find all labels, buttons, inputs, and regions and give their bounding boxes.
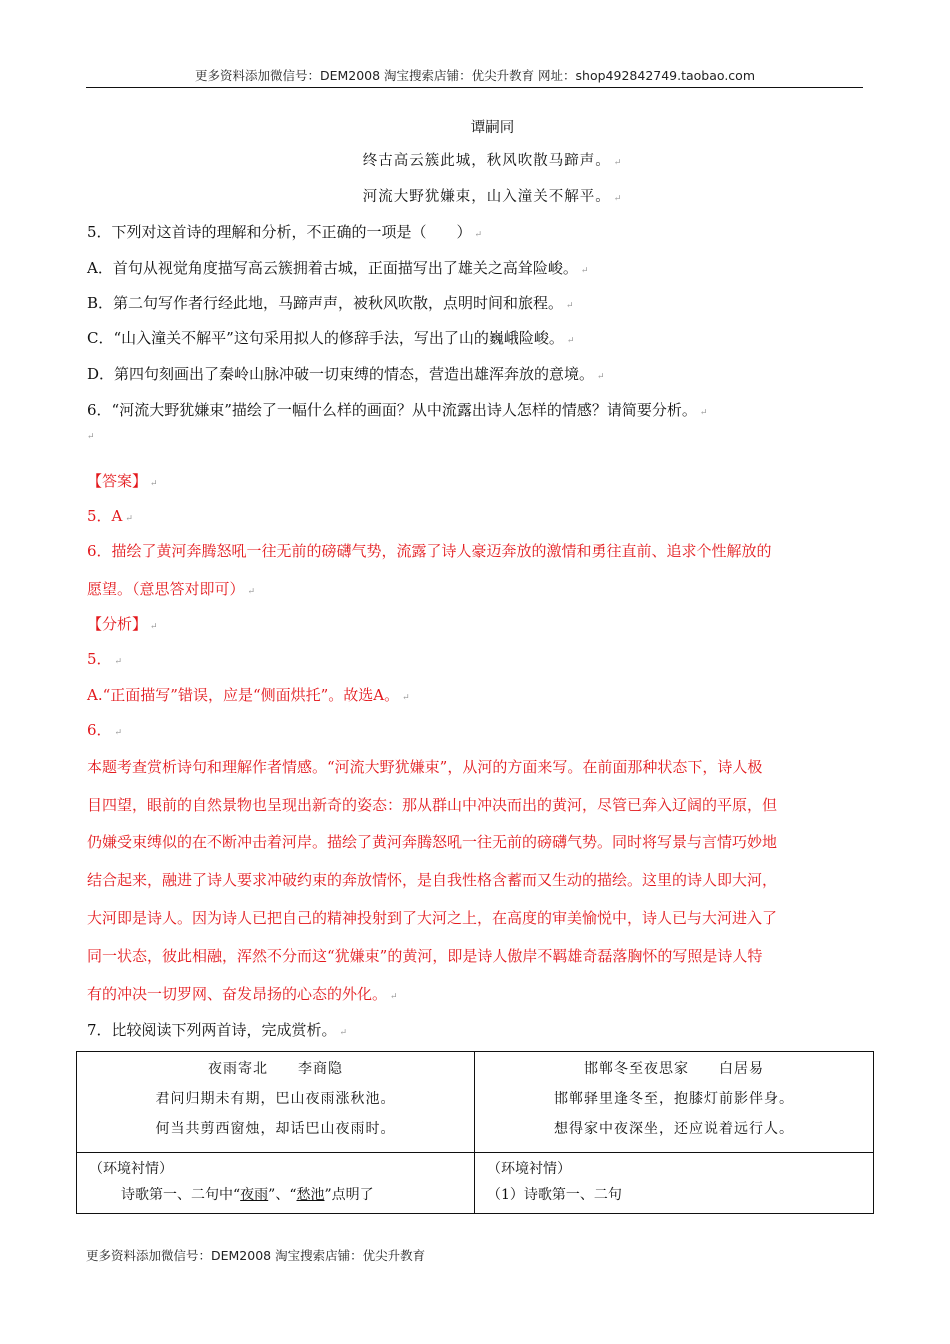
analysis-6-line: 有的冲决一切罗网、奋发昂扬的心态的外化。 ↵: [87, 985, 398, 1003]
option-a: A．首句从视觉角度描写高云簇拥着古城，正面描写出了雄关之高耸险峻。 ↵: [87, 259, 589, 277]
left-analysis-cell: [77, 1153, 475, 1214]
answer-label: 【答案】 ↵: [87, 472, 158, 490]
blank-answer-2: 愁池: [296, 1187, 325, 1203]
analysis-6-number: 6． ↵: [87, 721, 123, 739]
left-poem-title: 夜雨寄北 李商隐: [208, 1061, 343, 1077]
question-5: 5．下列对这首诗的理解和分析，不正确的一项是（ ） ↵: [87, 223, 483, 241]
left-section-label: （环境衬情）: [89, 1161, 173, 1177]
option-d: D．第四句刻画出了秦岭山脉冲破一切束缚的情态，营造出雄浑奔放的意境。 ↵: [87, 365, 605, 383]
question-7: 7．比较阅读下列两首诗，完成赏析。 ↵: [87, 1021, 348, 1039]
page-header: 更多资料添加微信号：DEM2008 淘宝搜索店铺：优尖升教育 网址：shop492842749.taobao.com: [194, 68, 756, 83]
left-poem-line-2: 何当共剪西窗烛，却话巴山夜雨时。: [155, 1121, 396, 1137]
header-divider: [86, 87, 863, 88]
analysis-6-line: 目四望，眼前的自然景物也呈现出新奇的姿态：那从群山中冲决而出的黄河，尽管已奔入辽阔的平原，但: [87, 796, 778, 814]
answer-6-line-1: 6．描绘了黄河奔腾怒吼一往无前的磅礴气势，流露了诗人豪迈奔放的激情和勇往直前、追求个性解放的: [87, 542, 772, 560]
poem-author: 谭嗣同: [470, 120, 515, 136]
option-b: B．第二句写作者行经此地，马蹄声声，被秋风吹散，点明时间和旅程。 ↵: [87, 294, 574, 312]
analysis-6-line: 同一状态，彼此相融，浑然不分而这“犹嫌束”的黄河，即是诗人傲岸不羁雄奇磊落胸怀的写照是诗人特: [87, 947, 763, 965]
right-poem-cell: [475, 1052, 874, 1153]
answer-5: 5．A ↵: [87, 507, 133, 525]
analysis-6-line: 结合起来，融进了诗人要求冲破约束的奔放情怀，是自我性格含蓄而又生动的描绘。这里的诗人即大河，: [87, 871, 778, 889]
analysis-6-line: 本题考查赏析诗句和理解作者情感。“河流大野犹嫌束”，从河的方面来写。在前面那种状态下，诗人极: [87, 758, 763, 776]
page-footer: 更多资料添加微信号：DEM2008 淘宝搜索店铺：优尖升教育: [86, 1248, 426, 1263]
blank-answer-1: 夜雨: [240, 1187, 269, 1203]
poem-line-1: 终古高云簇此城，秋风吹散马蹄声。 ↵: [362, 153, 623, 169]
right-poem-line-2: 想得家中夜深坐，还应说着远行人。: [554, 1121, 794, 1137]
analysis-6-line: 仍嫌受束缚似的在不断冲击着河岸。描绘了黄河奔腾怒吼一往无前的磅礴气势。同时将写景与言情巧妙地: [87, 833, 778, 851]
analysis-5-text: A.“正面描写”错误，应是“侧面烘托”。故选A。 ↵: [87, 686, 410, 704]
right-poem-line-1: 邯郸驿里逢冬至，抱膝灯前影伴身。: [554, 1091, 794, 1107]
poem-line-2: 河流大野犹嫌束，山入潼关不解平。 ↵: [362, 189, 623, 205]
left-poem-line-1: 君问归期未有期，巴山夜雨涨秋池。: [155, 1091, 396, 1107]
analysis-label: 【分析】 ↵: [87, 615, 158, 633]
analysis-5-number: 5． ↵: [87, 650, 123, 668]
empty-paragraph-mark: ↵: [87, 432, 95, 442]
right-analysis-item-1: （1）诗歌第一、二句: [487, 1187, 622, 1203]
right-analysis-cell: [475, 1153, 874, 1214]
analysis-6-line: 大河即是诗人。因为诗人已把自己的精神投射到了大河之上，在高度的审美愉悦中，诗人已与大河进入了: [87, 909, 778, 927]
right-poem-title: 邯郸冬至夜思家 白居易: [584, 1061, 764, 1077]
answer-6-line-2: 愿望。（意思答对即可） ↵: [87, 580, 256, 598]
option-c: C．“山入潼关不解平”这句采用拟人的修辞手法，写出了山的巍峨险峻。 ↵: [87, 329, 575, 347]
question-6: 6．“河流大野犹嫌束”描绘了一幅什么样的画面？从中流露出诗人怎样的情感？请简要分析。 ↵: [87, 401, 708, 419]
left-analysis-text: 诗歌第一、二句中“夜雨”、“愁池”点明了: [121, 1187, 374, 1203]
poem-comparison-table: [76, 1051, 874, 1214]
left-poem-cell: [77, 1052, 475, 1153]
right-section-label: （环境衬情）: [487, 1161, 571, 1177]
